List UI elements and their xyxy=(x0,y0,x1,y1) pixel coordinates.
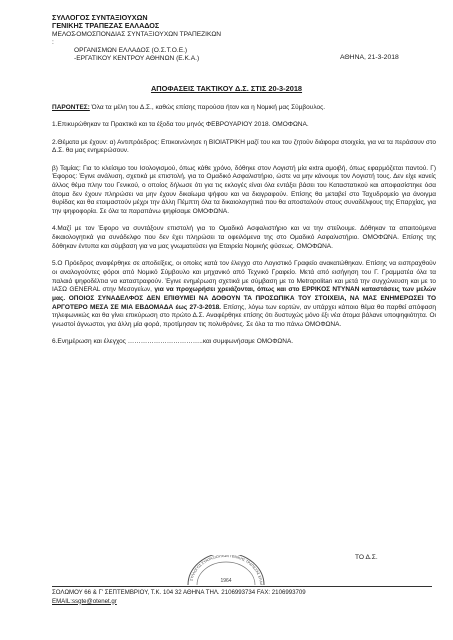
item-5-notice: ΟΠΟΙΟΣ ΣΥΝΑΔΕΛΦΟΣ ΔΕΝ ΕΠΙΘΥΜΕΙ ΝΑ ΔΟΘΟΥΝ ΤΑ ΠΡΟΣΩΠΙΚΑ ΤΟΥ ΣΤΟΙΧΕΙΑ, ΝΑ ΜΑΣ ΕΝΗΜΕΡΩΣΕΙ ΤΟ ΑΡΓΟΤΕΡΟ ΜΕΣΑ ΣΕ ΜΙΑ ΕΒΔΟΜΑΔΑ έως 27-3-2018. xyxy=(52,294,436,311)
footer xyxy=(52,586,432,606)
item-3: β) Ταμίας: Για το κλείσιμο του Ισολογισμού, όπως κάθε χρόνο, δόθηκε στον Λογιστή μία extra αμοιβή, όπως εφαρμόζεται παντού. Γ) Έφορος: Έγινε ανάλυση, σχετικά με επιστολή, για το Ομαδικό Ασφαλιστήριο, ώστε να μην κάνουμε τον Λογιστή τους. Δεν είχε κανείς άλλος θέμα πλην του Γενικού, ο οποίος δήλωσε ότι για τις εκλογές είναι όλα εντάξει βάσει του Καταστατικού και αποφασίστηκε όσα άτομα δεν έχουν πληρώσει να μην έχουν δικαίωμα ψήφου και να διαγραφούν. Επίσης θα μεταβεί στο Ταχυδρομείο για άνοιγμα θυρίδας και θα ετοιμαστούν μέχρι την άλλη Πέμπτη όλα τα δικαιολογητικά που θα αποσταλούν στους συναδέλφους της Επαρχίας, για την ψηφοφορία. Σε όλα τα παραπάνω ψηφίσαμε ΟΜΟΦΩΝΑ. xyxy=(52,164,436,216)
stamp-year: 1964 xyxy=(220,578,232,584)
member-federation-cont: ΟΡΓΑΝΙΣΜΩΝ ΕΛΛΑΔΟΣ (Ο.Σ.Τ.Ο.Ε.) xyxy=(74,47,188,55)
footer-address: ΣΟΛΩΜΟΥ 66 & Γ' ΣΕΠΤΕΜΒΡΙΟΥ, Τ.Κ. 104 32 ΑΘΗΝΑ ΤΗΛ. 2106993734 FAX: 2106993709 xyxy=(52,589,306,596)
minutes-body xyxy=(52,104,436,356)
org-name-line1: ΣΥΛΛΟΓΟΣ ΣΥΝΤΑΞΙΟΥΧΩΝ xyxy=(52,13,148,22)
document-title: ΑΠΟΦΑΣΕΙΣ ΤΑΚΤΙΚΟΥ Δ.Σ. ΣΤΙΣ 20-3-2018 xyxy=(150,84,303,93)
item-6: 6.Ενημέρωση και έλεγχος ……………………………..και συμφωνήσαμε ΟΜΟΦΩΝΑ. xyxy=(52,338,294,346)
signature-board: ΤΟ Δ.Σ. xyxy=(355,554,378,561)
association-stamp xyxy=(185,555,267,590)
attendees-paragraph xyxy=(52,104,436,113)
item-5-text-b: για να προχωρήσει χρειάζονται, όπως και στο ΕΡΡΙΚΟΣ ΝΤΥΝΑΝ καταστάσεις των μελών μας. xyxy=(52,286,436,302)
footer-email-link[interactable]: EMAIL:ssgte@otenet.gr xyxy=(52,597,117,605)
org-name-line2: ΓΕΝΙΚΗΣ ΤΡΑΠΕΖΑΣ ΕΛΛΑΔΟΣ xyxy=(52,21,160,31)
member-labour-centre: -ΕΡΓΑΤΙΚΟΥ ΚΕΝΤΡΟΥ ΑΘΗΝΩΝ (Ε.Κ.Α.) xyxy=(74,55,200,63)
item-1: 1.Επικυρώθηκαν τα Πρακτικά και τα έξοδα του μηνός ΦΕΒΡΟΥΑΡΙΟΥ 2018. ΟΜΟΦΩΝΑ. xyxy=(52,121,309,129)
item-5-text-a: 5.Ο Πρόεδρος αναφέρθηκε σε αποδείξεις, οι οποίες κατά τον έλεγχο στο Λογιστικό Γραφείο ανακατώθηκαν. Επίσης να εισπραχθούν οι αναλογούντες φόροι από Νομικό Σύμβουλο και μηχανικό από Τεχνικό Γραφείο. Μετά από εισήγηση του Γ. Γραμματέα όλα τα παλαιά ψηφοδέλτια να καταστραφούν. Έγινε ενημέρωση σχετικά με σύμβαση με το Metropolitan και μετά την συγχώνευση και με το ΙΑΣΩ GENERAL στην Μεσογείων, xyxy=(52,260,436,294)
item-2: 2.Θέματα με έχουν: α) Αντιπρόεδρος: Επικοινώνησε η ΒΙΟΙΑΤΡΙΚΗ μαζί του και του ζητούν διάφορα στοιχεία, για να τα περάσουν στο Δ.Σ. θα μας ενημερώσουν. xyxy=(52,138,436,155)
letterhead xyxy=(52,14,221,64)
member-line-1 xyxy=(52,31,221,48)
document-date: ΑΘΗΝΑ, 21-3-2018 xyxy=(340,54,399,61)
member-label: ΜΕΛΟΣ : xyxy=(52,30,76,46)
attendees-label: ΠΑΡΟΝΤΕΣ: xyxy=(52,104,90,111)
item-5-text-d: Επίσης, λόγω των εορτών, αν υπάρχει κάποιο θέμα θα παρθεί απόφαση τηλεφωνικώς και θα γίνει επικύρωση στο πρώτο Δ.Σ. Αναφέρθηκε επίσης ότι δυστυχώς μόνο έξι νέα άτομα βάλανε υποψηφιότητα. Οι γνωστοί άγνωστοι, για άλλη μία φορά, προτίμησαν τις πολυθρόνες. Σε όλα τα πιο πάνω ΟΜΟΦΩΝΑ. xyxy=(52,303,437,329)
item-5 xyxy=(52,260,436,330)
item-4: 4.Μαζί με τον Έφορο να συντάξουν επιστολή για το Ομαδικό Ασφαλιστήριο και να την στείλουμε. Δόθηκαν τα απαιτούμενα δικαιολογητικά για συνάδελφο που δεν έχει πληρώσει τα οφειλόμενα της στο Ομαδικό Ασφαλιστήριο. ΟΜΟΦΩΝΑ. Επίσης της δόθηκαν έντυπα και σύμβαση για να μας γνωματεύσει για Εταιρεία Νομικής φύσεως. ΟΜΟΦΩΝΑ. xyxy=(52,225,436,250)
footer-divider xyxy=(52,586,432,587)
stamp-ring-text: ΣΥΛΛΟΓΟΣ ΣΥΝΤΑΞΙΟΥΧΩΝ ΓΕΝΙΚΗΣ ΤΡΑΠΕΖΑΣ ΕΛΛΑ xyxy=(189,555,264,585)
member-federation: -ΟΜΟΣΠΟΝΔΙΑΣ ΣΥΝΤΑΞΙΟΥΧΩΝ ΤΡΑΠΕΖΙΚΩΝ xyxy=(74,30,222,38)
attendees-text: Όλα τα μέλη του Δ.Σ., καθώς επίσης παρούσα ήταν και η Νομική μας Σύμβουλος. xyxy=(91,104,326,111)
